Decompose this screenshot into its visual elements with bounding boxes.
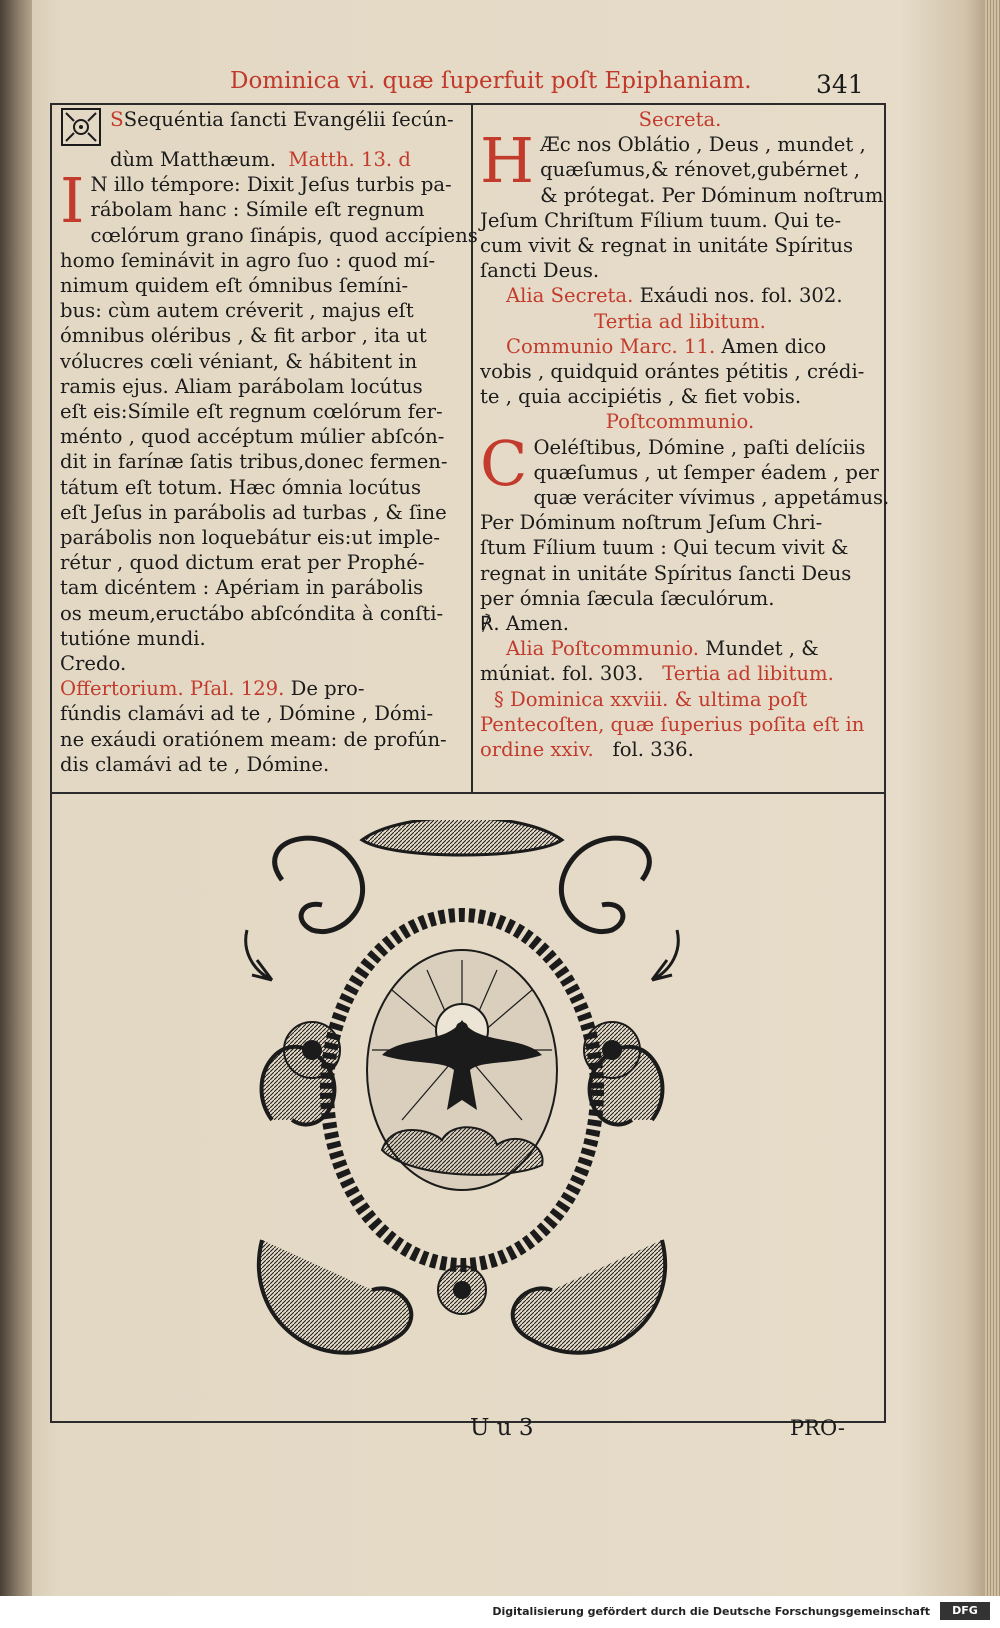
secreta-line: cum vivit & regnat in unitáte Spíritus [480,234,854,258]
offertory-line: fúndis clamávi ad te , Dómine , Dómi- [60,702,434,726]
gospel-line: tutióne mundi. [60,626,206,650]
text-frame [50,103,890,1423]
scan-footer [0,1596,1000,1628]
postcommunio-line: per ómnia ſæcula ſæculórum. [480,586,775,610]
dominica-note: ordine xxiv. [480,738,594,762]
gospel-line: dit in farínæ ſatis tribus,donec fermen- [60,450,448,474]
gospel-line: eſt eis:Símile eſt regnum cœlórum fer- [60,400,443,424]
gospel-line: rétur , quod dictum erat per Prophé- [60,551,425,575]
gospel-line: N illo témpore: Dixit Jeſus turbis pa- [90,173,452,197]
horizontal-rule [52,792,884,794]
gospel-line: ménto , quod accéptum múlier abſcón- [60,425,445,449]
offertory-line: De pro- [290,677,365,701]
secreta-line: & prótegat. Per Dóminum noſtrum [540,183,884,207]
offertory-label: Offertorium. Pſal. 129. [60,677,285,701]
gospel-line: ramis ejus. Aliam parábolam locútus [60,374,423,398]
alia-secreta-text: Exáudi nos. fol. 302. [639,284,843,308]
page-edges [985,0,1000,1596]
postcommunio-line: quæſumus , ut ſemper éadem , per [533,460,879,484]
drop-cap-H: H [480,124,535,198]
postcommunio-line: regnat in unitáte Spíritus ſancti Deus [480,561,852,585]
gospel-line: nimum quidem eſt ómnibus ſemíni- [60,274,409,298]
gospel-line: vólucres cœli véniant, & hábitent in [60,349,418,373]
gospel-line: tátum eſt totum. Hæc ómnia locútus [60,475,422,499]
dominica-folio: fol. 336. [612,738,694,762]
dominica-note: § Dominica xxviii. & ultima poſt [494,687,808,711]
dfg-logo: DFG [940,1602,990,1620]
communio-line: te , quia accipiétis , & fiet vobis. [480,385,802,409]
tertia-ad-libitum: Tertia ad libitum. [594,309,766,333]
secreta-heading: Secreta. [638,108,722,131]
woodcut-holy-spirit-dove [242,820,682,1400]
offertory-line: ne exáudi oratiónem meam: de profún- [60,727,447,751]
ornament-icon [60,107,102,147]
gospel-line: parábolis non loquebátur eis:ut imple- [60,526,440,550]
gospel-line: homo ſeminávit in agro ſuo : quod mí- [60,248,436,272]
gospel-intro-2: dùm Matthæum. [110,148,276,171]
gospel-line: bus: cùm autem créverit , majus eſt [60,299,414,323]
gospel-intro-1: Sequéntia ſancti Evangélii ſecún- [123,108,454,131]
credo: Credo. [60,652,127,676]
communio-label: Communio Marc. 11. [506,334,716,358]
alia-postcommunio-text: múniat. fol. 303. [480,662,644,686]
secreta-line: Jeſum Chriſtum Fílium tuum. Qui te- [480,208,842,232]
column-divider [471,105,473,792]
gospel-line: os meum,eructábo abſcóndita à conſti- [60,601,444,625]
gospel-line: tam dicéntem : Apériam in parábolis [60,576,424,600]
digitization-credit: Digitalisierung gefördert durch die Deutsche Forschungsgemeinschaft [492,1605,930,1618]
right-column [480,107,890,762]
postcommunio-line: Per Dóminum noſtrum Jeſum Chri- [480,511,823,535]
alia-postcommunio-label: Alia Poſtcommunio. [506,637,700,661]
gospel-line: ómnibus oléribus , & fit arbor , ita ut [60,324,427,348]
alia-secreta-label: Alia Secreta. [506,284,634,308]
tertia-ad-libitum: Tertia ad libitum. [662,662,834,686]
offertory-line: dis clamávi ad te , Dómine. [60,752,330,776]
secreta-line: quæſumus,& rénovet,gubérnet , [540,158,861,182]
drop-cap-I: I [60,164,85,238]
catchword: PRO- [790,1416,846,1440]
secreta-line: ſancti Deus. [480,259,600,283]
dominica-note: Pentecoſten, quæ ſuperius poſita eſt in [480,712,865,736]
postcommunio-line: Oeléſtibus, Dómine , paſti delíciis [533,435,866,459]
secreta-line: Æc nos Oblátio , Deus , mundet , [540,133,866,157]
postcommunio-heading: Poſtcommunio. [605,410,755,434]
signature-mark: U u 3 [470,1415,534,1441]
gospel-line: rábolam hanc : Símile eſt regnum [90,198,425,222]
left-column: SSequéntia ſancti Evangélii ſecún- dùm Matthæum. Matth. 13. d I N illo témpore: Dixit Jeſus turbis pa- rábolam hanc : Símile eſt regnum cœlórum grano ſinápis, quod accípiens homo ſeminávit in agro ſuo : quod mí- nimum quidem eſt ómnibus ſemíni- bus: cùm autem créverit , majus eſt ómnibus oléribus , & fit arbor , ita ut vólucres cœli véniant, & hábitent in ramis ejus. Aliam parábolam locútus eſt eis:Símile eſt regnum cœlórum fer- ménto , quod accéptum múlier abſcón- dit in farínæ ſatis tribus,donec fermen- tátum eſt totum. Hæc ómnia locútus eſt Jeſus in parábolis ad turbas , & ſine parábolis non loquebátur eis:ut imple- rétur , quod dictum erat per Prophé- tam dicéntem : Apériam in parábolis os meum,eructábo abſcóndita à conſti- tutióne mundi. Credo. Offertorium. Pſal. 129. De pro- fúndis clamávi ad te , Dómine , Dómi- ne exáudi oratiónem meam: de profún- dis clamávi ad te , Dómine. [60,107,478,776]
facing-page-edge [0,0,32,1596]
gospel-reference: Matth. 13. d [288,148,411,171]
page-number: 341 [816,70,864,99]
response-amen: ℟. Amen. [480,612,570,636]
alia-postcommunio-text: Mundet , & [705,637,819,661]
postcommunio-line: quæ veráciter vívimus , appetámus. [533,486,890,510]
communio-line: vobis , quidquid orántes pétitis , crédi- [480,360,865,384]
communio-line: Amen dico [721,334,827,358]
running-title: Dominica vi. quæ ſuperfuit poſt Epiphaniam. [230,68,752,94]
drop-cap-C: C [480,426,528,500]
gospel-line: cœlórum grano ſinápis, quod accípiens [90,223,478,247]
postcommunio-line: ſtum Fílium tuum : Qui tecum vivit & [480,536,849,560]
gospel-line: eſt Jeſus in parábolis ad turbas , & ſine [60,500,447,524]
